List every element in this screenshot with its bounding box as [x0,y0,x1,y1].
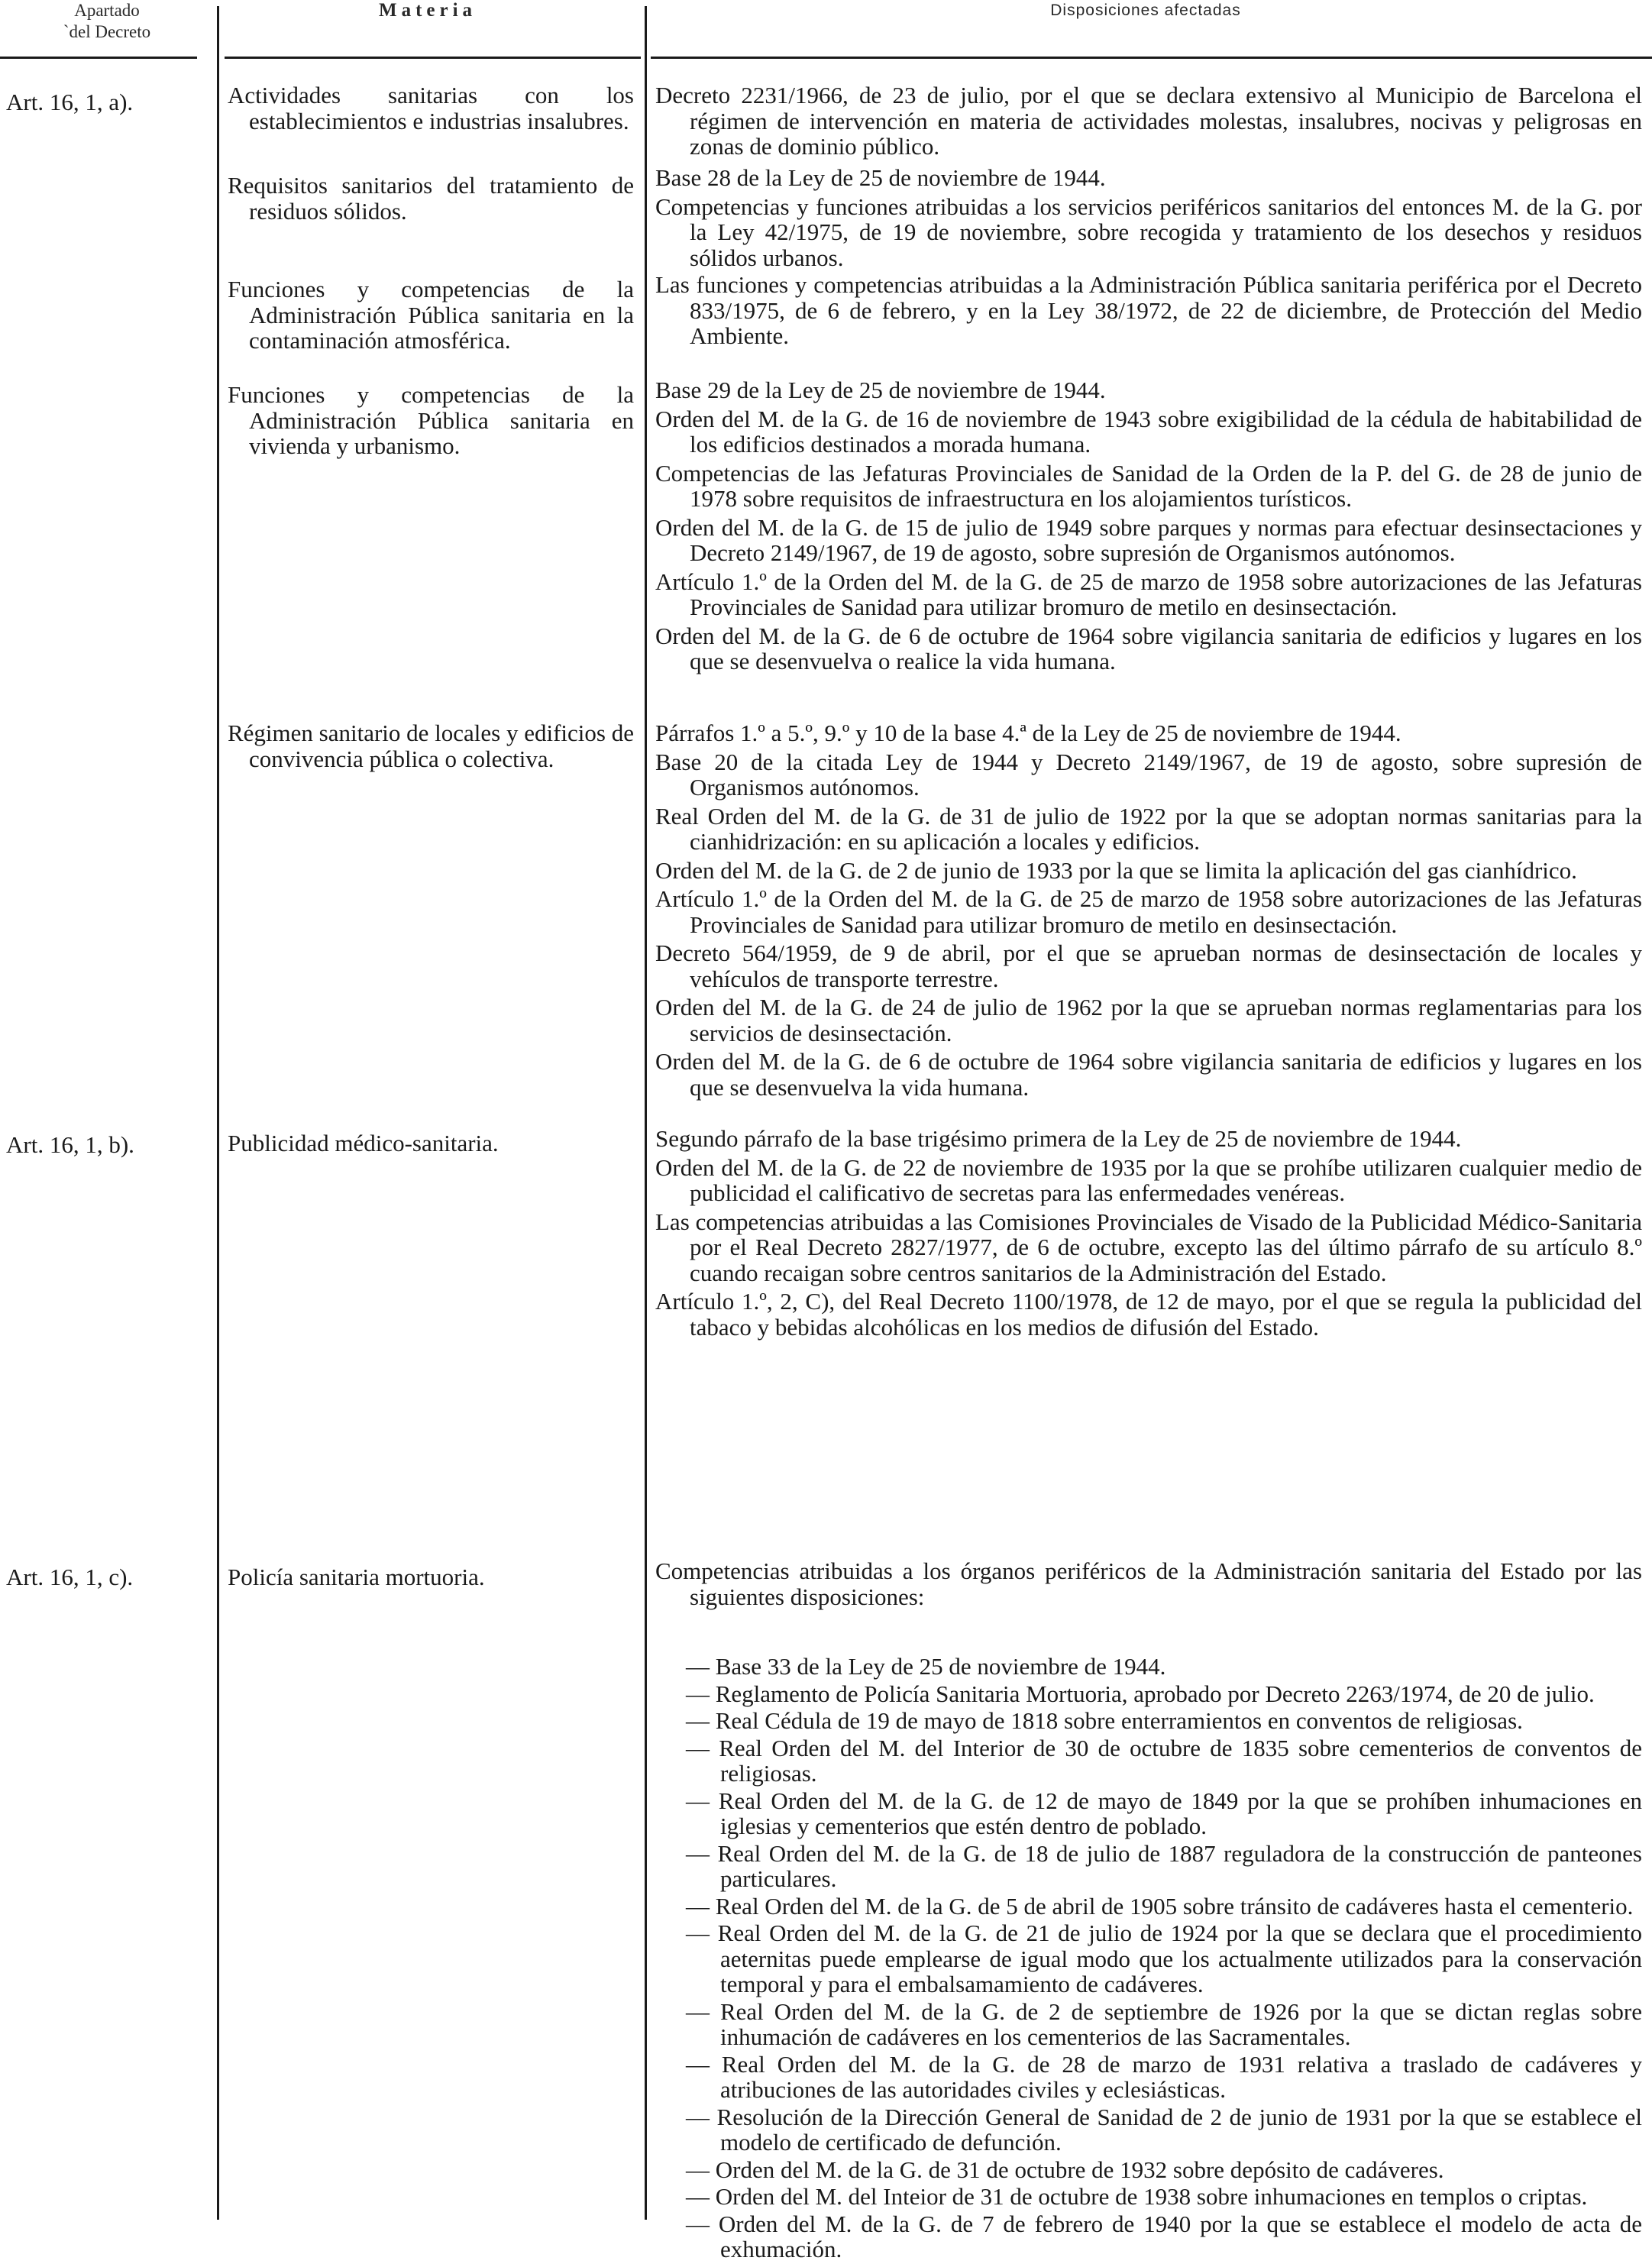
disposicion-item: Competencias y funciones atribuidas a los servicios periféricos sanitarios del entonces M. de la G. por la Ley 42/1975, de 19 de noviembre, sobre recogida y tratamiento de los desechos y residuos sólidos urbanos. [655,192,1642,271]
column-divider-2 [645,6,647,2220]
disposicion-item: Las competencias atribuidas a las Comisiones Provinciales de Visado de la Publicidad Médico-Sanitaria por el Real Decreto 2827/1977, de 6 de octubre, excepto las del último párrafo de su artículo 8.º cuando recaigan sobre centros sanitarios de la Administración del Estado. [655,1208,1642,1286]
header-materia: Materia [378,0,477,21]
materia-text: Funciones y competencias de la Administración Pública sanitaria en vivienda y urbanismo. [228,381,634,459]
disposicion-dash-item: — Real Orden del M. de la G. de 5 de abril de 1905 sobre tránsito de cadáveres hasta el cementerio. [686,1892,1634,1920]
disposicion-dash-item: — Reglamento de Policía Sanitaria Mortuoria, aprobado por Decreto 2263/1974, de 20 de julio. [686,1680,1595,1707]
disposicion-item: Decreto 2231/1966, de 23 de julio, por el que se declara extensivo al Municipio de Barcelona el régimen de intervención en materia de actividades molestas, insalubres, nocivas y peligrosas en zonas de dominio público. [655,82,1642,160]
disposicion-dash-item: — Real Orden del M. de la G. de 2 de septiembre de 1926 por la que se dictan reglas sobre inhumación de cadáveres en los cementerios de las Sacramentales. [686,1997,1642,2050]
disposicion-dash-item: — Real Orden del M. de la G. de 12 de mayo de 1849 por la que se prohíben inhumaciones en iglesias y cementerios que estén dentro de poblado. [686,1787,1642,1839]
disposiciones-cell [655,720,1642,1103]
disposiciones-cell [655,82,1642,163]
disposicion-item: Orden del M. de la G. de 6 de octubre de 1964 sobre vigilancia sanitaria de edificios y lugares en los que se desenvuelva o realice la vida humana. [655,622,1642,674]
header-rule-left [0,57,197,59]
disposiciones-cell [655,1558,1642,2264]
disposicion-intro: Competencias atribuidas a los órganos periféricos de la Administración sanitaria del Estado por las siguientes disposiciones: [655,1557,1642,1610]
disposicion-dash-item: — Real Orden del M. del Interior de 30 de octubre de 1835 sobre cementerios de conventos de religiosas. [686,1734,1642,1787]
materia-row [228,1130,634,1156]
materia-text: Funciones y competencias de la Administración Pública sanitaria en la contaminación atmosférica. [228,276,634,354]
materia-text: Requisitos sanitarios del tratamiento de residuos sólidos. [228,172,634,225]
header-rule-right [651,57,1652,59]
disposicion-dash-item: — Real Orden del M. de la G. de 21 de julio de 1924 por la que se declara que el procedimiento aeternitas puede emplearse de igual modo que los actualmente utilizados para la conservación temporal y para el embalsamamiento de cadáveres. [686,1920,1642,1997]
disposicion-item: Artículo 1.º de la Orden del M. de la G. de 25 de marzo de 1958 sobre autorizaciones de las Jefaturas Provinciales de Sanidad para utilizar bromuro de metilo en desinsectación. [655,885,1642,938]
disposicion-dash-item: — Real Orden del M. de la G. de 28 de marzo de 1931 relativa a traslado de cadáveres y atribuciones de las autoridades civiles y eclesiásticas. [686,2050,1642,2103]
disposicion-item: Artículo 1.º de la Orden del M. de la G. de 25 de marzo de 1958 sobre autorizaciones de las Jefaturas Provinciales de Sanidad para utilizar bromuro de metilo en desinsectación. [655,568,1642,620]
disposicion-item: Base 29 de la Ley de 25 de noviembre de 1944. [655,377,1106,403]
materia-text: Actividades sanitarias con los establecimientos e industrias insalubres. [228,82,634,134]
materia-row [228,720,634,771]
disposicion-item: Orden del M. de la G. de 16 de noviembre de 1943 sobre exigibilidad de la cédula de habitabilidad de los edificios destinados a morada humana. [655,405,1642,458]
header-apartado: Apartado `del Decreto [63,1,151,41]
disposicion-item: Real Orden del M. de la G. de 31 de julio de 1922 por la que se adoptan normas sanitarias para la cianhidrización: en su aplicación a locales y edificios. [655,802,1642,855]
disposicion-item: Base 20 de la citada Ley de 1944 y Decreto 2149/1967, de 19 de agosto, sobre supresión de Organismos autónomos. [655,748,1642,800]
apartado-art16-1a: Art. 16, 1, a). [6,89,134,115]
disposicion-dash-item: — Real Orden del M. de la G. de 18 de julio de 1887 reguladora de la construcción de panteones particulares. [686,1839,1642,1892]
materia-row [228,382,634,459]
materia-row [228,1564,634,1590]
materia-text: Publicidad médico-sanitaria. [228,1130,499,1156]
disposicion-item: Decreto 564/1959, de 9 de abril, por el que se aprueban normas de desinsectación de locales y vehículos de transporte terrestre. [655,940,1642,992]
header-disposiciones: Disposiciones afectadas [1050,2,1241,19]
disposicion-item: Párrafos 1.º a 5.º, 9.º y 10 de la base 4.ª de la Ley de 25 de noviembre de 1944. [655,720,1401,746]
disposiciones-cell [655,377,1642,678]
apartado-art16-1c: Art. 16, 1, c). [6,1564,134,1590]
materia-row [228,277,634,354]
materia-row [228,82,634,134]
disposicion-item: Competencias de las Jefaturas Provinciales de Sanidad de la Orden de la P. del G. de 28 de junio de 1978 sobre requisitos de infraestructura en los alojamientos turísticos. [655,459,1642,512]
header-rule-middle [225,57,641,59]
disposicion-item: Base 28 de la Ley de 25 de noviembre de 1944. [655,164,1106,191]
disposicion-item: Orden del M. de la G. de 22 de noviembre de 1935 por la que se prohíbe utilizaren cualquier medio de publicidad el calificativo de secretas para las enfermedades venéreas. [655,1153,1642,1206]
disposicion-item: Orden del M. de la G. de 2 de junio de 1933 por la que se limita la aplicación del gas cianhídrico. [655,856,1577,884]
materia-text: Policía sanitaria mortuoria. [228,1564,485,1590]
disposicion-item: Las funciones y competencias atribuidas a la Administración Pública sanitaria periférica por el Decreto 833/1975, de 6 de febrero, y en la Ley 38/1972, de 22 de diciembre, de Protección del Medio Ambiente. [655,271,1642,349]
disposicion-item: Segundo párrafo de la base trigésimo primera de la Ley de 25 de noviembre de 1944. [655,1125,1462,1152]
disposicion-item: Artículo 1.º, 2, C), del Real Decreto 1100/1978, de 12 de mayo, por el que se regula la publicidad del tabaco y bebidas alcohólicas en los medios de difusión del Estado. [655,1288,1642,1341]
disposicion-item: Orden del M. de la G. de 6 de octubre de 1964 sobre vigilancia sanitaria de edificios y lugares en los que se desenvuelva la vida humana. [655,1048,1642,1101]
disposiciones-cell [655,1126,1642,1343]
disposicion-dash-item: — Orden del M. de la G. de 7 de febrero de 1940 por la que se establece el modelo de acta de exhumación. [686,2210,1642,2262]
disposicion-dash-item: — Base 33 de la Ley de 25 de noviembre de 1944. [686,1653,1166,1680]
disposicion-item: Orden del M. de la G. de 15 de julio de 1949 sobre parques y normas para efectuar desinsectaciones y Decreto 2149/1967, de 19 de agosto, sobre supresión de Organismos autónomos. [655,513,1642,566]
disposicion-dash-item: — Resolución de la Dirección General de Sanidad de 2 de junio de 1931 por la que se establece el modelo de certificado de defunción. [686,2103,1642,2156]
disposiciones-cell [655,165,1642,273]
materia-text: Régimen sanitario de locales y edificios de convivencia pública o colectiva. [228,720,634,772]
disposiciones-cell [655,272,1642,352]
disposicion-item: Orden del M. de la G. de 24 de julio de 1962 por la que se aprueban normas reglamentarias para los servicios de desinsectación. [655,994,1642,1046]
apartado-art16-1b: Art. 16, 1, b). [6,1131,134,1158]
disposicion-dash-item: — Orden del M. de la G. de 31 de octubre de 1932 sobre depósito de cadáveres. [686,2156,1444,2183]
disposicion-dash-item: — Orden del M. del Inteior de 31 de octubre de 1938 sobre inhumaciones en templos o criptas. [686,2183,1588,2210]
disposicion-dash-item: — Real Cédula de 19 de mayo de 1818 sobre enterramientos en conventos de religiosas. [686,1707,1523,1734]
materia-row [228,173,634,224]
column-divider-1 [217,6,219,2220]
